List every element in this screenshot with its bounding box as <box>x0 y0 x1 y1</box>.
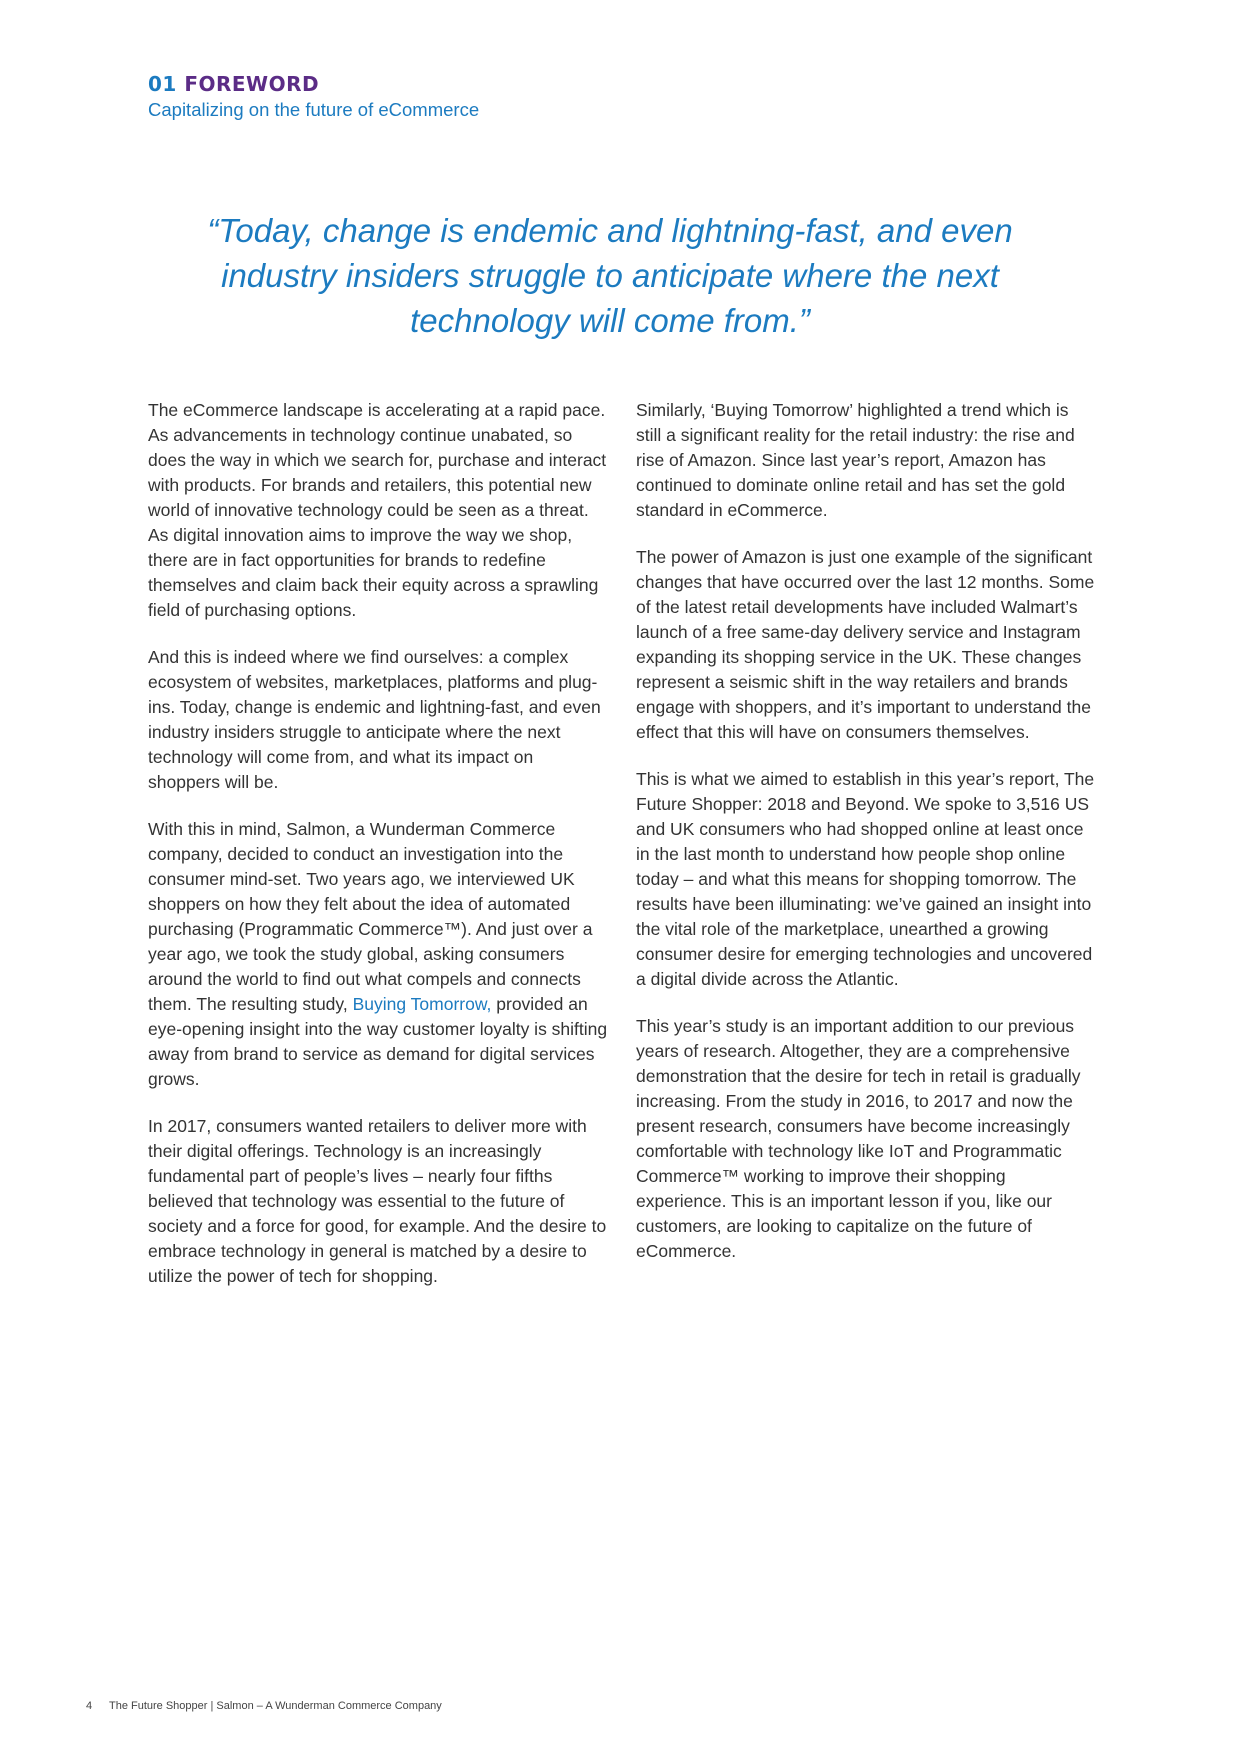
footer-text: The Future Shopper | Salmon – A Wunderman Commerce Company <box>108 1700 442 1712</box>
pull-quote: “Today, change is endemic and lightning-fast, and even industry insiders struggle to anticipate where the next technology will come from.” <box>207 212 1013 339</box>
paragraph: This year’s study is an important addition to our previous years of research. Altogether, they are a comprehensive demonstration that the desire for tech in retail is gradually increasing. From the study in 2016, to 2017 and now the present research, consumers have become increasingly comfortable with technology like IoT and Programmatic Commerce™ working to improve their shopping experience. This is an important lesson if you, like our customers, are looking to capitalize on the future of eCommerce. <box>636 1016 1081 1261</box>
paragraph-text: With this in mind, Salmon, a Wunderman Commerce company, decided to conduct an investigation into the consumer mind-set. Two years ago, we interviewed UK shoppers on how they felt about the idea of automated purchasing (Programmatic Commerce™). And just over a year ago, we took the study global, asking consumers around the world to find out what compels and connects them. The resulting study, <box>148 819 593 1014</box>
page-number: 4 <box>86 1700 93 1712</box>
paragraph: And this is indeed where we find ourselves: a complex ecosystem of websites, marketplaces, platforms and plug-ins. Today, change is endemic and lightning-fast, and even industry insiders struggle to anticipate where the next technology will come from, and what its impact on shoppers will be. <box>148 647 601 792</box>
right-column <box>636 398 1096 1286</box>
paragraph: The power of Amazon is just one example of the significant changes that have occurred over the last 12 months. Some of the latest retail developments have included Walmart’s launch of a free same-day delivery service and Instagram expanding its shopping service in the UK. These changes represent a seismic shift in the way retailers and brands engage with shoppers, and it’s important to understand the effect that this will have on consumers themselves. <box>636 547 1095 742</box>
left-column <box>148 398 608 1311</box>
paragraph: Similarly, ‘Buying Tomorrow’ highlighted a trend which is still a significant reality for the retail industry: the rise and rise of Amazon. Since last year’s report, Amazon has continued to dominate online retail and has set the gold standard in eCommerce. <box>636 400 1075 520</box>
paragraph-text: provided an eye-opening insight into the way customer loyalty is shifting away from brand to service as demand for digital services grows. <box>148 994 608 1089</box>
section-title: FOREWORD <box>184 72 320 96</box>
section-heading <box>148 72 479 96</box>
paragraph: The eCommerce landscape is accelerating at a rapid pace. As advancements in technology continue unabated, so does the way in which we search for, purchase and interact with products. For brands and retailers, this potential new world of innovative technology could be seen as a threat. As digital innovation aims to improve the way we shop, there are in fact opportunities for brands to redefine themselves and claim back their equity across a sprawling field of purchasing options. <box>148 400 607 620</box>
paragraph-with-link <box>148 817 608 1092</box>
page-footer <box>86 1700 442 1712</box>
buying-tomorrow-link[interactable]: Buying Tomorrow, <box>352 994 492 1014</box>
paragraph: In 2017, consumers wanted retailers to deliver more with their digital offerings. Technology is an increasingly fundamental part of people’s lives – nearly four fifths believed that technology was essential to the future of society and a force for good, for example. And the desire to embrace technology in general is matched by a desire to utilize the power of tech for shopping. <box>148 1116 607 1286</box>
page-header <box>148 72 479 122</box>
section-subtitle: Capitalizing on the future of eCommerce <box>148 99 480 120</box>
paragraph: This is what we aimed to establish in this year’s report, The Future Shopper: 2018 and Beyond. We spoke to 3,516 US and UK consumers who had shopped online at least once in the last month to understand how people shop online today – and what this means for shopping tomorrow. The results have been illuminating: we’ve gained an insight into the vital role of the marketplace, unearthed a growing consumer desire for emerging technologies and uncovered a digital divide across the Atlantic. <box>636 769 1095 989</box>
section-number: 01 <box>148 72 177 96</box>
